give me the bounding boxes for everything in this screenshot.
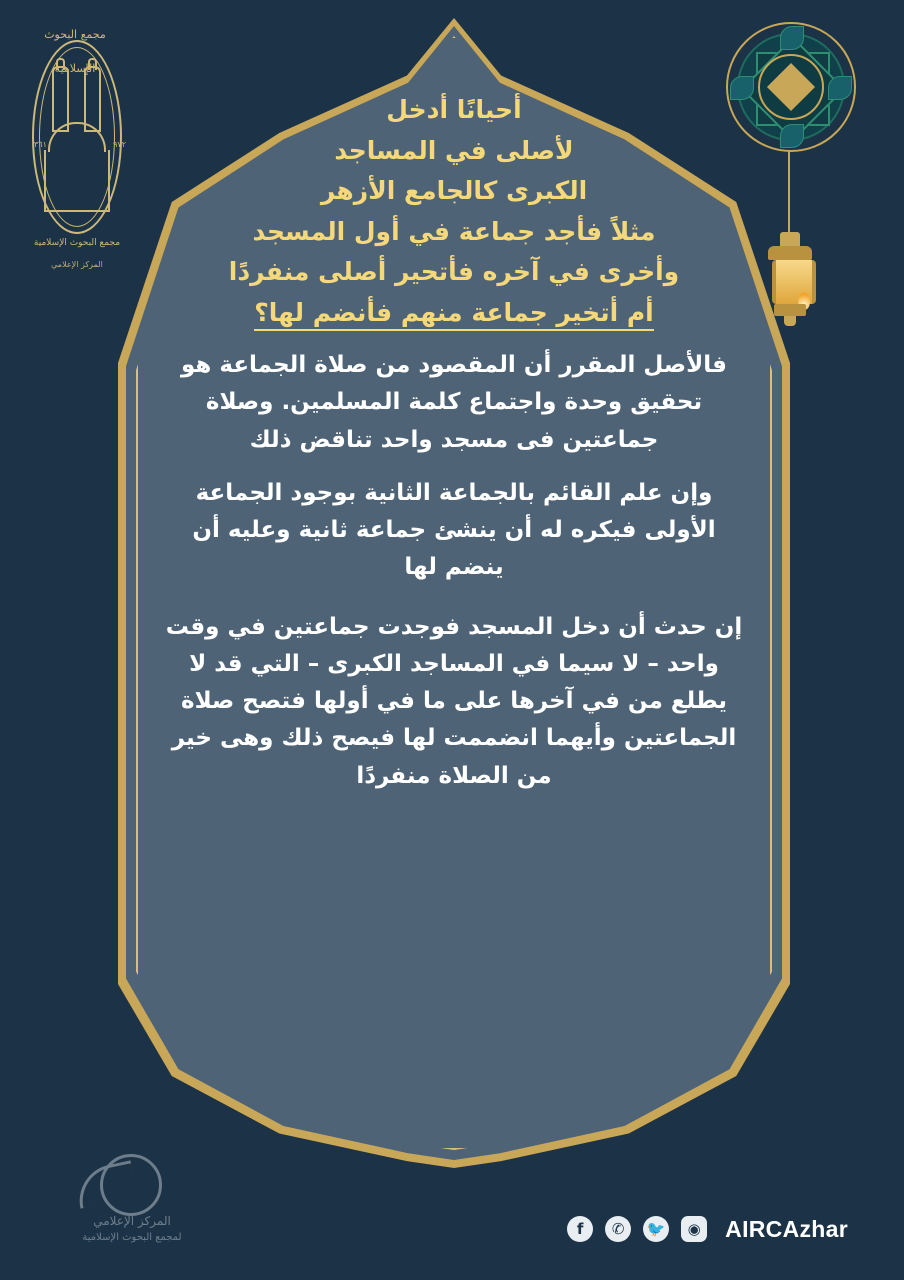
instagram-icon[interactable]: ◉ [681,1216,707,1242]
facebook-icon[interactable]: f [567,1216,593,1242]
question-line: الكبرى كالجامع الأزهر [320,176,588,205]
card-text-body [164,90,744,1128]
azhar-logo-year-gregorian: ٩٧٢ [113,140,126,149]
azhar-logo-caption: مجمع البحوث الإسلامية [33,238,121,248]
watermark-line-1: المركز الإعلامي [93,1214,171,1228]
azhar-logo-year-hijri: ٣٦١ [34,140,47,149]
whatsapp-icon[interactable]: ✆ [605,1216,631,1242]
question-line: مثلاً فأجد جماعة في أول المسجد [252,216,656,246]
question-last-line: أم أتخير جماعة منهم فأنضم لها؟ [254,298,654,331]
answer-paragraph-1: فالأصل المقرر أن المقصود من صلاة الجماعة هو تحقيق وحدة واجتماع كلمة المسلمين. وصلاة جماعتين فى مسجد واحد تناقض ذلك [181,352,727,453]
question-line: وأخرى في آخره فأتحير أصلى منفردًا [228,257,680,286]
answer-paragraph-2: وإن علم القائم بالجماعة الثانية بوجود الجماعة الأولى فيكره له أن ينشئ جماعة ثانية وعليه أن ينضم لها [192,479,716,581]
social-bar [567,1212,848,1246]
twitter-icon[interactable]: 🐦 [643,1216,669,1242]
answer-paragraph-3: إن حدث أن دخل المسجد فوجدت جماعتين في وقت واحد – لا سيما في المساجد الكبرى – التي قد لا يطلع من في آخرها على ما في أولها فتصح صلاة الجماعتين وأيهما انضممت لها فيصح ذلك وهى خير من الصلاة منفردًا [165,613,743,789]
social-handle: AIRCAzhar [725,1215,848,1242]
media-center-watermark [62,1152,202,1260]
watermark-line-2: لمجمع البحوث الإسلامية [82,1232,182,1243]
azhar-logo-subcaption: المركز الإعلامي [51,260,103,269]
mosque-facade-icon [44,150,110,212]
azhar-logo-arc-text: مجمع البحوث الإسلامية [44,28,106,75]
question-line: أحيانًا أدخل [386,95,522,124]
content-card [118,18,790,1168]
question-block [164,90,744,333]
question-line-underlined [164,293,744,334]
question-line: لأصلى في المساجد [334,135,574,165]
minaret-icon [52,66,69,132]
minaret-icon [84,66,101,132]
